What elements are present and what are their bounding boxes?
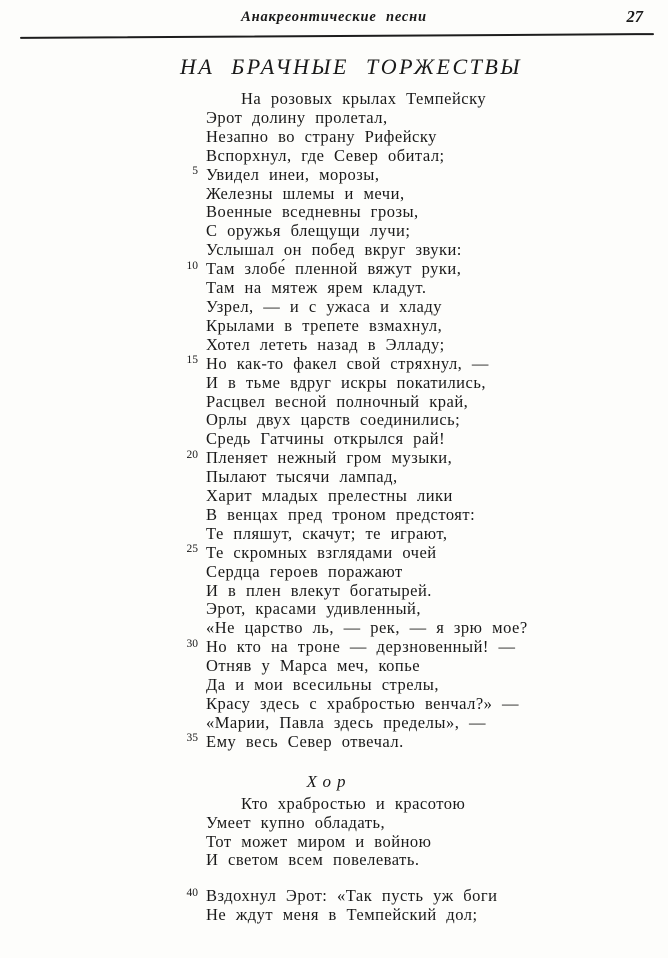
poem-line: [0, 374, 668, 393]
poem-line: [0, 90, 668, 109]
line-text: Умеет купно обладать,: [206, 812, 386, 832]
poem-line: [0, 851, 668, 870]
line-text: Орлы двух царств соединились;: [206, 410, 461, 430]
poem-line: [0, 544, 668, 563]
poem-line: [0, 906, 668, 925]
poem-line: [0, 657, 668, 676]
line-text: Железны шлемы и мечи,: [206, 183, 405, 203]
line-text: Эрот долину пролетал,: [206, 107, 388, 127]
poem-line: [0, 795, 668, 814]
poem-line: [0, 733, 668, 752]
line-text: Услышал он побед вкруг звуки:: [206, 240, 462, 260]
poem-title: НА БРАЧНЫЕ ТОРЖЕСТВЫ: [179, 54, 523, 79]
line-text: Крылами в трепете взмахнул,: [206, 315, 443, 335]
poem-line: [0, 468, 668, 487]
line-number: 35: [186, 732, 198, 745]
poem-line: [0, 506, 668, 525]
line-text: Расцвел весной полночный край,: [206, 391, 469, 411]
poem-line: [0, 814, 668, 833]
poem-line: [0, 166, 668, 185]
line-number: 10: [186, 259, 198, 272]
poem-line: [0, 619, 668, 638]
poem-line: [0, 676, 668, 695]
poem-line: [0, 714, 668, 733]
line-text: И в плен влекут богатырей.: [206, 580, 432, 600]
line-number: 30: [186, 637, 198, 650]
line-text: Вздохнул Эрот: «Так пусть уж боги: [206, 886, 498, 906]
line-text: Увидел инеи, морозы,: [206, 164, 380, 184]
poem-line: [0, 430, 668, 449]
main-stanza: [0, 90, 668, 752]
line-text: «Марии, Павла здесь пределы», —: [206, 712, 486, 732]
line-number: 15: [186, 354, 198, 367]
line-text: Не ждут меня в Темпейский дол;: [206, 905, 478, 925]
poem-line: [0, 638, 668, 657]
poem-line: [0, 355, 668, 374]
line-text: Незапно во страну Рифейску: [206, 126, 437, 146]
poem-line: [0, 487, 668, 506]
line-text: Кто храбростью и красотою: [241, 793, 466, 813]
line-number: 5: [192, 165, 198, 178]
poem-line: [0, 336, 668, 355]
poem-line: [0, 600, 668, 619]
poem-line: [0, 695, 668, 714]
poem-line: [0, 260, 668, 279]
line-text: Средь Гатчины открылся рай!: [206, 429, 446, 449]
line-text: Эрот, красами удивленный,: [206, 599, 421, 619]
poem-line: [0, 279, 668, 298]
line-text: Вспорхнул, где Север обитал;: [206, 145, 445, 165]
poem-line: [0, 525, 668, 544]
line-text: И светом всем повелевать.: [206, 850, 420, 870]
line-text: Ему весь Север отвечал.: [206, 731, 404, 751]
final-stanza: [0, 887, 668, 925]
line-text: Те пляшут, скачут; те играют,: [206, 523, 448, 543]
poem-line: [0, 317, 668, 336]
poem-line: [0, 222, 668, 241]
poem-line: [0, 147, 668, 166]
line-text: Хотел лететь назад в Элладу;: [206, 334, 445, 354]
line-text: Там злобе́ пленной вяжут руки,: [206, 259, 462, 279]
line-number: 40: [186, 886, 198, 899]
page-number: 27: [626, 7, 643, 26]
line-number: 20: [186, 448, 198, 461]
line-text: Отняв у Марса меч, копье: [206, 656, 421, 676]
line-text: Но как-то факел свой стряхнул, —: [206, 353, 489, 373]
line-number: 25: [186, 543, 198, 556]
line-text: На розовых крылах Темпейску: [241, 89, 487, 108]
line-text: Там на мятеж ярем кладут.: [206, 278, 427, 298]
running-title: Анакреонтические песни: [241, 9, 427, 25]
chorus-stanza: [0, 795, 668, 871]
chorus-heading: Хор: [306, 771, 352, 791]
poem-line: [0, 833, 668, 852]
line-text: Да и мои всесильны стрелы,: [206, 675, 439, 695]
line-text: Но кто на троне — дерзновенный! —: [206, 637, 516, 657]
line-text: И в тьме вдруг искры покатились,: [206, 372, 486, 392]
poem-line: [0, 241, 668, 260]
poem-line: [0, 109, 668, 128]
line-text: Тот может миром и войною: [206, 831, 432, 851]
poem-line: [0, 128, 668, 147]
poem-line: [0, 393, 668, 412]
poem-line: [0, 582, 668, 601]
poem-line: [0, 449, 668, 468]
header-rule: [20, 33, 654, 39]
line-text: Харит младых прелестны лики: [206, 486, 453, 506]
line-text: Сердца героев поражают: [206, 561, 403, 581]
line-text: Военные вседневны грозы,: [206, 202, 419, 222]
line-text: «Не царство ль, — рек, — я зрю мое?: [206, 618, 528, 638]
line-text: Узрел, — и с ужаса и хладу: [206, 296, 442, 316]
line-text: Пленяет нежный гром музыки,: [206, 448, 453, 468]
line-text: Пылают тысячи лампад,: [206, 467, 398, 487]
poem-line: [0, 887, 668, 906]
poem-line: [0, 203, 668, 222]
line-text: Красу здесь с храбростью венчал?» —: [206, 694, 520, 713]
line-text: Те скромных взглядами очей: [206, 542, 437, 562]
line-text: В венцах пред троном предстоят:: [206, 504, 476, 524]
poem-line: [0, 563, 668, 582]
poem-body: [0, 90, 668, 925]
poem-line: [0, 411, 668, 430]
poem-line: [0, 298, 668, 317]
poem-line: [0, 185, 668, 204]
line-text: С оружья блещущи лучи;: [206, 221, 411, 241]
